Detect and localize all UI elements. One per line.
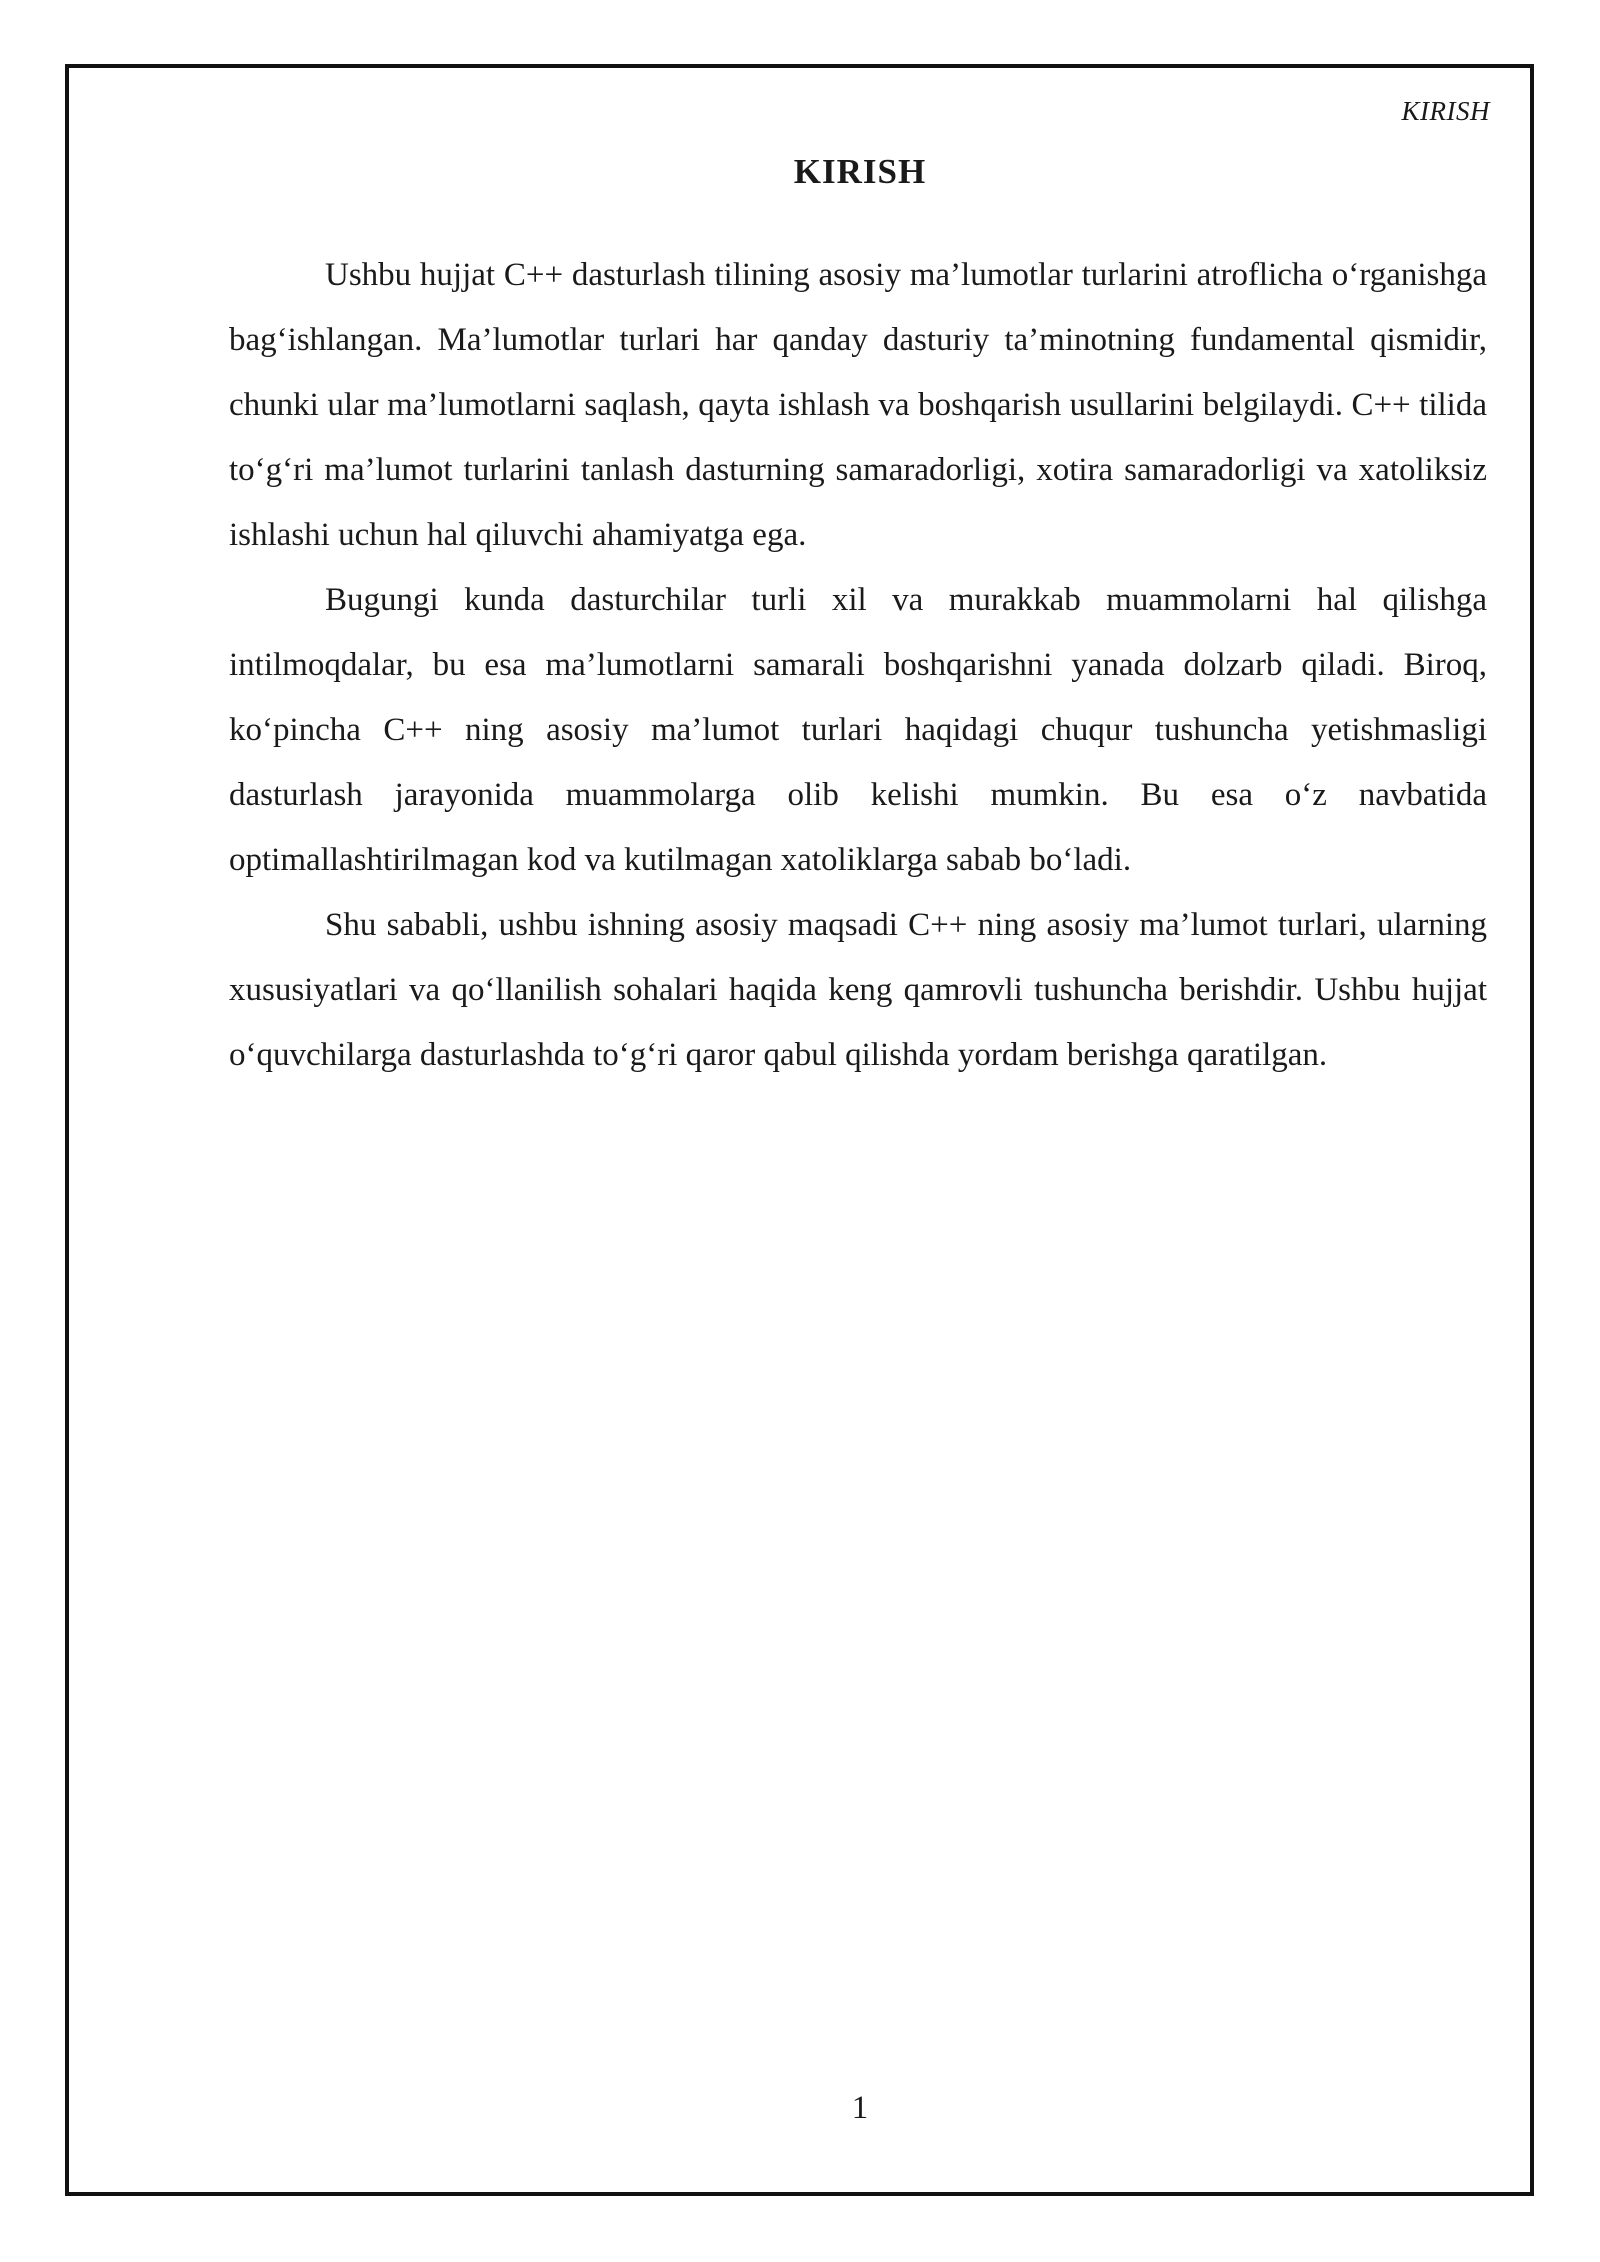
- paragraph-3: Shu sababli, ushbu ishning asosiy maqsadi C++ ning asosiy ma’lumot turlari, ularning xususiyatlari va qo‘llanilish sohalari haqida keng qamrovli tushuncha berishdir. Ushbu hujjat o‘quvchilarga dasturlashda to‘g‘ri qaror qabul qilishda yordam berishga qaratilgan.: [229, 907, 1487, 1073]
- paragraph-2: Bugungi kunda dasturchilar turli xil va murakkab muammolarni hal qilishga intilmoqdalar, bu esa ma’lumotlarni samarali boshqarishni yanada dolzarb qiladi. Biroq, ko‘pincha C++ ning asosiy ma’lumot turlari haqidagi chuqur tushuncha yetishmasligi dasturlash jarayonida muammolarga olib kelishi mumkin. Bu esa o‘z navbatida optimallashtirilmagan kod va kutilmagan xatoliklarga sabab bo‘ladi.: [229, 582, 1487, 878]
- paragraph-1: Ushbu hujjat C++ dasturlash tilining asosiy ma’lumotlar turlarini atroflicha o‘rganishga bag‘ishlangan. Ma’lumotlar turlari har qanday dasturiy ta’minotning fundamental qismidir, chunki ular ma’lumotlarni saqlash, qayta ishlash va boshqarish usullarini belgilaydi. C++ tilida to‘g‘ri ma’lumot turlarini tanlash dasturning samaradorligi, xotira samaradorligi va xatoliksiz ishlashi uchun hal qiluvchi ahamiyatga ega.: [229, 257, 1487, 553]
- page-number: 1: [851, 2090, 869, 2126]
- running-header: KIRISH: [1401, 96, 1490, 126]
- page-title: KIRISH: [793, 152, 927, 191]
- document-body: [229, 243, 1487, 1088]
